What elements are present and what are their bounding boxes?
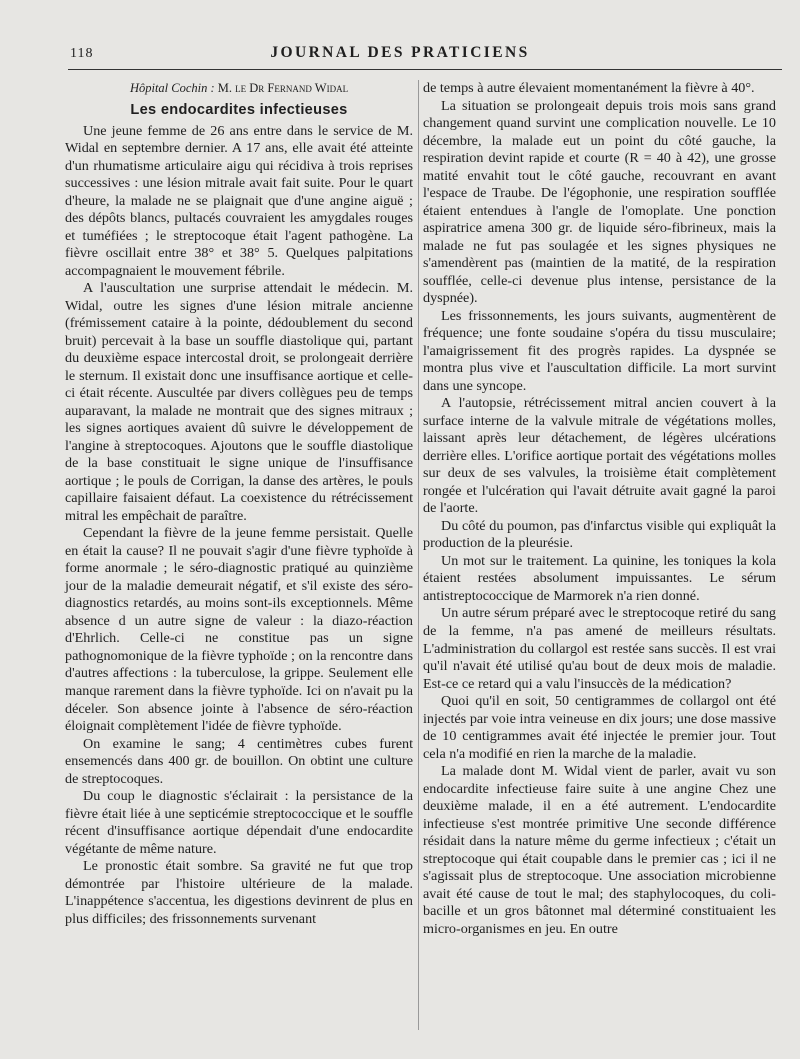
- paragraph: On examine le sang; 4 centimètres cubes furent ensemencés dans 400 gr. de bouillon. On obtint une culture de streptocoques.: [65, 735, 413, 787]
- hospital-name: Hôpital Cochin :: [129, 81, 215, 95]
- page-number: 118: [70, 46, 94, 61]
- header-rule: [68, 69, 782, 70]
- paragraph: La situation se prolongeait depuis trois mois sans grand changement quand survint une complication nouvelle. Le 10 décembre, la malade eut un point du côté gauche, la respiration devint rapide et courte (R = 40 à 42), une grosse matité envahit tout le côté gauche, recouvrant en avant l'espace de Traube. De l'égophonie, une respiration soufflée étaient entendues à l'angle de l'omoplate. Une ponction aspiratrice amena 300 gr. de liquide séro-fibrineux, mais la malade ne fut pas soulagée et les signes physiques ne s'amendèrent pas (maintien de la matité, de la respiration soufflée, celle-ci devenue plus intense, persistance de la dyspnée).: [423, 97, 776, 307]
- article-title: Les endocardites infectieuses: [130, 101, 348, 118]
- paragraph: Un autre sérum préparé avec le streptocoque retiré du sang de la femme, n'a pas amené de meilleurs résultats. L'administration du collargol est restée sans succès. Il est vrai qu'il n'avait été utilisé qu'au bout de deux mois de maladie. Est-ce ce retard qui a valu l'insuccès de la médication?: [423, 605, 776, 692]
- paragraph: Du côté du poumon, pas d'infarctus visible qui expliquât la production de la pleurésie.: [423, 517, 776, 552]
- paragraph: Du coup le diagnostic s'éclairait : la persistance de la fièvre était liée à une septicémie streptococcique et le souffle récent d'insuffisance aortique dépendait d'une endocardite végétante de même nature.: [65, 788, 413, 857]
- column-divider: [418, 80, 419, 1030]
- paragraph: A l'autopsie, rétrécissement mitral ancien couvert à la surface interne de la valvule mitrale de végétations molles, laissant après leur détachement, de légères ulcérations derrière elles. L'orifice aortique portait des végétations molles sur deux de ses valvules, la troisième était complètement rongée et l'ulcération qui l'avait détruite avait gagné la paroi de l'aorte.: [423, 395, 776, 517]
- article-byline: [65, 80, 413, 98]
- paragraph: Cependant la fièvre de la jeune femme persistait. Quelle en était la cause? Il ne pouvait s'agir d'une fièvre typhoïde à forme anormale ; le séro-diagnostic pratiqué au quinzième jour de la maladie demeurait négatif, et s'il existe des séro-diagnostics retardés, au moins sont-ils exceptionnels. Même absence d un autre signe de valeur : la diazo-réaction d'Ehrlich. Celle-ci ne constitue pas un signe pathognomonique de la fièvre typhoïde ; on la rencontre dans d'autres affections : la tuberculose, la grippe. Seulement elle manque rarement dans la fièvre typhoïde. Ici on n'avait pu la déceler. Son absence jointe à l'absence de séro-réaction éloignait complètement l'idée de fièvre typhoïde.: [65, 525, 413, 735]
- paragraph-continuation: de temps à autre élevaient momentanément la fièvre à 40°.: [423, 80, 755, 96]
- doctor-name: M. le Dr Fernand Widal: [217, 81, 349, 95]
- paragraph: A l'auscultation une surprise attendait le médecin. M. Widal, outre les signes d'une lésion mitrale ancienne (frémissement cataire à la pointe, dédoublement du second bruit) percevait à la base un souffle diastolique qui, partant du deuxième espace intercostal droit, se prolongeait derrière le sternum. Il existait donc une insuffisance aortique et celle-ci était récente. Auscultée par divers collègues peu de temps auparavant, la malade ne montrait que des signes mitraux ; les signes aortiques avaient dû suivre le développement de l'angine à streptocoques. Ajoutons que le souffle diastolique de la base constituait le signe unique de l'insuffisance aortique ; le pouls de Corrigan, la danse des artères, le pouls capillaire faisaient défaut. La coexistence du rétrécissement mitral les empêchait de paraître.: [65, 280, 413, 524]
- left-column: [65, 80, 413, 928]
- paragraph: Les frissonnements, les jours suivants, augmentèrent de fréquence; une fonte soudaine s'opéra du tissu musculaire; l'amaigrissement fit des progrès rapides. La dyspnée se montra plus vive et l'auscultation difficile. La mort survint dans une syncope.: [423, 307, 776, 394]
- paragraph: Un mot sur le traitement. La quinine, les toniques la kola étaient restées absolument impuissantes. Le sérum antistreptococcique de Marmorek n'a rien donné.: [423, 552, 776, 604]
- paragraph: Quoi qu'il en soit, 50 centigrammes de collargol ont été injectés par voie intra veineuse en dix jours; une dose massive de 10 centigrammes avait été injectée le premier jour. Tout cela n'a modifié en rien la marche de la maladie.: [423, 693, 776, 762]
- paragraph: Le pronostic était sombre. Sa gravité ne fut que trop démontrée par l'histoire ultérieure de la malade. L'inappétence s'accentua, les digestions devinrent de plus en plus difficiles; des frissonnements survenant: [65, 858, 413, 927]
- paragraph: La malade dont M. Widal vient de parler, avait vu son endocardite infectieuse faire suite à une angine Chez une deuxième malade, il en a été autrement. L'endocardite infectieuse s'est montrée primitive Une seconde différence résidait dans la nature même du germe infectieux ; c'était un streptocoque qui était coupable dans le premier cas ; ici il ne s'agissait plus de streptocoque. Une association microbienne avait été cause de tout le mal; des staphylocoques, du coli-bacille et un gros bâtonnet mal déterminé constituaient les micro-organismes en jeu. En outre: [423, 763, 776, 937]
- paragraph: Une jeune femme de 26 ans entre dans le service de M. Widal en septembre dernier. A 17 ans, elle avait été atteinte d'un rhumatisme articulaire aigu qui récidiva à trois reprises successives : une lésion mitrale avait fait suite. Pour le quart d'heure, la malade ne se plaignait que d'une angine aiguë ; des dépôts blancs, pultacés couvraient les amygdales rouges et tuméfiées ; le streptocoque était l'agent pathogène. La fièvre oscillait entre 38° et 38° 5. Quelques palpitations accompagnaient le mouvement fébrile.: [65, 122, 413, 279]
- page-header: [0, 38, 800, 68]
- journal-title: JOURNAL DES PRATICIENS: [270, 44, 530, 61]
- right-column: [423, 80, 776, 938]
